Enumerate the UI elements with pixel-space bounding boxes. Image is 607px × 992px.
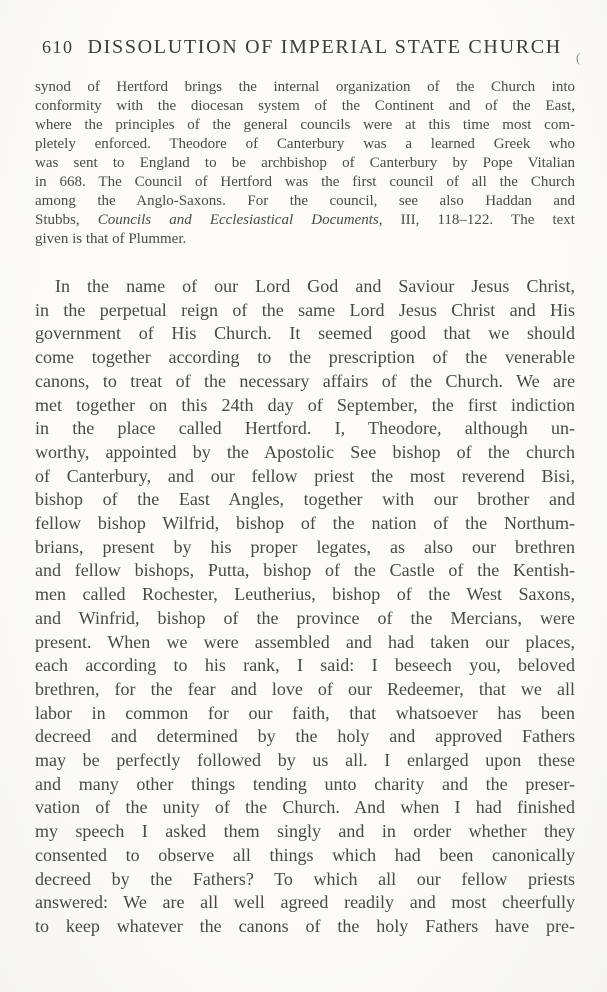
text-line: canons, to treat of the necessary affairs of the Church. We are: [35, 370, 575, 391]
text-line: to keep whatever the canons of the holy Fathers have pre-: [35, 915, 575, 936]
text-line: vation of the unity of the Church. And when I had finished: [35, 797, 575, 818]
text-line: among the Anglo-Saxons. For the council, see also Haddan and: [35, 193, 575, 209]
text-line: men called Rochester, Leutherius, bishop of the West Saxons,: [35, 584, 575, 605]
text-line: In the name of our Lord God and Saviour Jesus Christ,: [55, 276, 575, 296]
scan-artifact: (: [576, 50, 581, 65]
text-line: where the principles of the general councils were at this time most com-: [35, 117, 575, 133]
text-line: in the perpetual reign of the same Lord Jesus Christ and His: [35, 299, 575, 320]
text-line: each according to his rank, I said: I beseech you, beloved: [35, 655, 575, 676]
text-line: decreed by the Fathers? To which all our fellow priests: [35, 868, 575, 889]
text-line: fellow bishop Wilfrid, bishop of the nation of the Northum-: [35, 513, 575, 534]
text-line: synod of Hertford brings the internal organization of the Church into: [35, 79, 575, 95]
page-number: 610: [42, 37, 74, 57]
text-line: and Winfrid, bishop of the province of the Mercians, were: [35, 607, 575, 628]
text-line: may be perfectly followed by us all. I enlarged upon these: [35, 750, 575, 771]
text-line: was sent to England to be archbishop of Canterbury by Pope Vitalian: [35, 155, 575, 171]
text-line: and many other things tending unto charity and the preser-: [35, 773, 575, 794]
document-text: [35, 275, 575, 939]
editorial-note: [35, 78, 575, 249]
text-line: in 668. The Council of Hertford was the first council of all the Church: [35, 174, 575, 190]
text-line: of Canterbury, and our fellow priest the most reverend Bisi,: [35, 465, 575, 486]
text-line: my speech I asked them singly and in order whether they: [35, 821, 575, 842]
text-line: Stubbs, Councils and Ecclesiastical Documents, III, 118–122. The text: [35, 212, 575, 228]
text-line: in the place called Hertford. I, Theodore, although un-: [35, 418, 575, 439]
text-line: come together according to the prescription of the venerable: [35, 347, 575, 368]
text-line: government of His Church. It seemed good that we should: [35, 323, 575, 344]
text-line: conformity with the diocesan system of the Continent and of the East,: [35, 98, 575, 114]
text-line: labor in common for our faith, that whatsoever has been: [35, 702, 575, 723]
text-line: given is that of Plummer.: [35, 231, 187, 247]
text-line: met together on this 24th day of September, the first indiction: [35, 394, 575, 415]
text-line: bishop of the East Angles, together with our brother and: [35, 489, 575, 510]
text-line: consented to observe all things which had been canonically: [35, 844, 575, 865]
text-line: pletely enforced. Theodore of Canterbury was a learned Greek who: [35, 136, 575, 152]
text-line: present. When we were assembled and had taken our places,: [35, 631, 575, 652]
text-line: worthy, appointed by the Apostolic See bishop of the church: [35, 441, 575, 462]
text-line: brethren, for the fear and love of our Redeemer, that we all: [35, 678, 575, 699]
text-line: and fellow bishops, Putta, bishop of the Castle of the Kentish-: [35, 560, 575, 581]
text-line: answered: We are all well agreed readily and most cheerfully: [35, 892, 575, 913]
page-title: DISSOLUTION OF IMPERIAL STATE CHURCH: [87, 36, 562, 58]
page-header: [42, 36, 572, 59]
text-line: decreed and determined by the holy and approved Fathers: [35, 726, 575, 747]
text-line: brians, present by his proper legates, as also our brethren: [35, 536, 575, 557]
